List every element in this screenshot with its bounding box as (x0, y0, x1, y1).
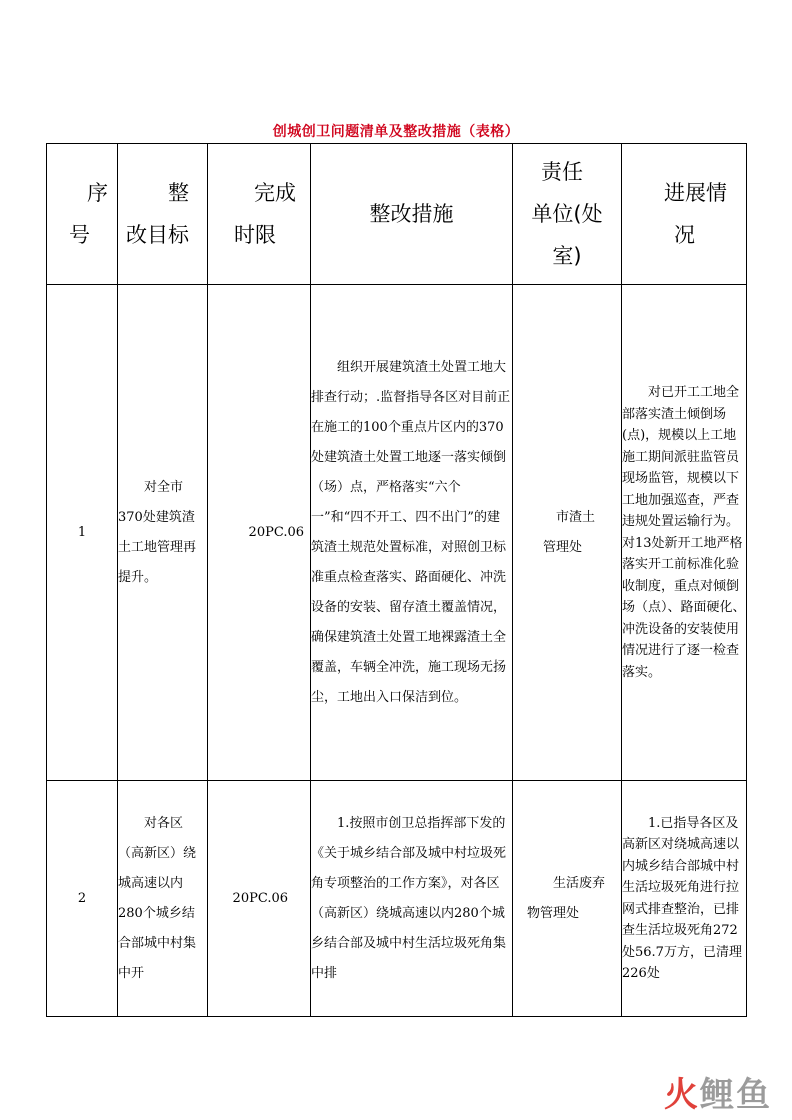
header-progress-line2: 况 (674, 223, 695, 247)
row-measures-text: 1.按照市创卫总指挥部下发的《关于城乡结合部及城中村垃圾死角专项整治的工作方案》，对各区（高新区）绕城高速以内280个城乡结合部及城中村生活垃圾死角集中排 (311, 815, 507, 981)
header-serial (47, 144, 118, 285)
header-measures (311, 144, 513, 285)
row-progress-text: 1.已指导各区及高新区对绕城高速以内城乡结合部城中村生活垃圾死角进行拉网式排查整治，已排查生活垃圾死角272处56.7万方，已清理226处 (622, 815, 742, 981)
header-deadline (208, 144, 311, 285)
row-deadline: 20PC.06 (208, 285, 311, 781)
header-goal (118, 144, 208, 285)
row-goal-text: 对全市370处建筑渣土工地管理再提升。 (118, 479, 197, 585)
header-measures-text: 整改措施 (369, 202, 454, 226)
row-progress (622, 781, 747, 1017)
row-measures-text: 组织开展建筑渣土处置工地大排查行动；.监督指导各区对目前正在施工的100个重点片区内的370处建筑渣土处置工地逐一落实倾倒（场）点，严格落实“六个一”和“四不开工、四不出门”的建筑渣土规范处置标准，对照创卫标准重点检查落实、路面硬化、冲洗设备的安装、留存渣土覆盖情况，确保建筑渣土处置工地裸露渣土全覆盖，车辆全冲洗，施工现场无扬尘，工地出入口保洁到位。 (311, 359, 511, 705)
row-progress (622, 285, 747, 781)
row-goal (118, 285, 208, 781)
row-goal (118, 781, 208, 1017)
header-unit-line3: 室) (552, 244, 582, 268)
row-serial: 2 (47, 781, 118, 1017)
row-unit (513, 781, 622, 1017)
header-deadline-line1: 完成 (254, 181, 296, 205)
header-goal-line2: 改目标 (126, 223, 189, 247)
header-unit (513, 144, 622, 285)
row-measures (311, 285, 513, 781)
header-unit-line1: 责任 (541, 160, 583, 184)
header-deadline-line2: 时限 (234, 223, 276, 247)
table-row (47, 781, 747, 1017)
row-unit (513, 285, 622, 781)
watermark-logo (664, 1067, 772, 1116)
row-progress-text: 对已开工工地全部落实渣土倾倒场(点)，规模以上工地施工期间派驻监管员现场监管，规模以下工地加强巡查，严查违规处置运输行为。对13处新开工地严格落实开工前标准化验收制度，重点对倾倒场（点）、路面硬化、冲洗设备的安装使用情况进行了逐一检查落实。 (622, 385, 746, 680)
row-unit-text: 生活废弃物管理处 (527, 875, 606, 921)
issue-table (46, 143, 747, 1017)
header-progress (622, 144, 747, 285)
header-row (47, 144, 747, 285)
watermark-part1: 火 (664, 1075, 700, 1115)
table-row (47, 285, 747, 781)
header-progress-line1: 进展情 (664, 181, 727, 205)
document-title: 创城创卫问题清单及整改措施（表格） (272, 124, 520, 140)
watermark-part2: 鲤鱼 (700, 1075, 772, 1115)
header-serial-line2: 号 (69, 223, 90, 247)
header-unit-line2: 单位(处 (531, 202, 603, 226)
header-serial-line1: 序 (87, 181, 108, 205)
row-unit-text: 市渣土管理处 (543, 509, 596, 555)
header-goal-line1: 整 (168, 181, 189, 205)
row-deadline: 20PC.06 (208, 781, 311, 1017)
row-serial: 1 (47, 285, 118, 781)
row-goal-text: 对各区（高新区）绕城高速以内280个城乡结合部城中村集中开 (118, 815, 197, 981)
row-measures (311, 781, 513, 1017)
